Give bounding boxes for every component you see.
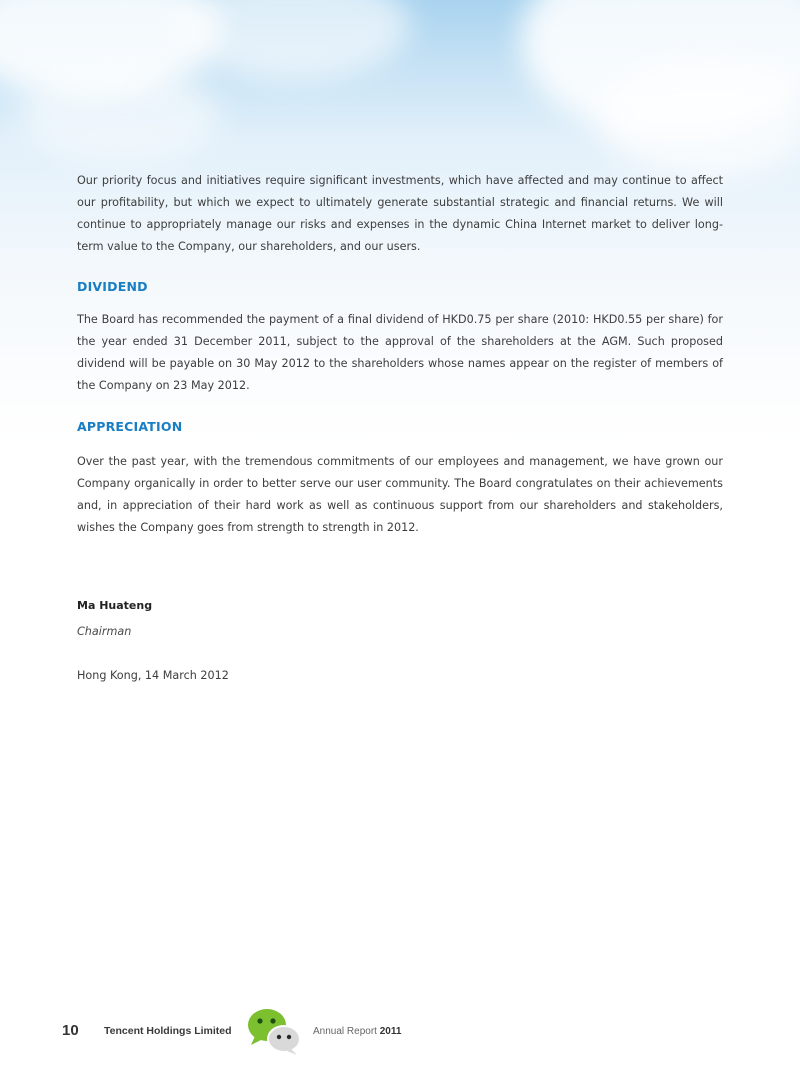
signer-name: Ma Huateng xyxy=(77,599,153,612)
signer-title: Chairman xyxy=(77,625,132,638)
page-number: 10 xyxy=(62,1022,79,1039)
dividend-paragraph: The Board has recommended the payment of a final dividend of HKD0.75 per share (2010: HKD0.55 per share) for the year ended 31 December 2011, subject to the approval of the shareholders at the AGM. Such proposed dividend will be payable on 30 May 2012 to the shareholders whose names appear on the register of members of the Company on 23 May 2012. xyxy=(77,313,723,392)
appreciation-heading: APPRECIATION xyxy=(77,419,183,434)
report-label-group xyxy=(313,1026,401,1037)
dividend-section xyxy=(77,279,723,294)
wechat-bubbles-icon xyxy=(243,1005,305,1057)
page-footer xyxy=(0,1005,800,1065)
signature-block xyxy=(77,599,723,612)
intro-paragraph: Our priority focus and initiatives require significant investments, which have affected and may continue to affect our profitability, but which we expect to ultimately generate substantial strategic and financial returns. We will continue to appropriately manage our risks and expenses in the dynamic China Internet market to deliver long-term value to the Company, our shareholders, and our users. xyxy=(77,174,723,253)
place-date: Hong Kong, 14 March 2012 xyxy=(77,669,229,682)
report-year: 2011 xyxy=(379,1026,402,1037)
appreciation-paragraph: Over the past year, with the tremendous commitments of our employees and management, we have grown our Company organically in order to better serve our user community. The Board congratulates on their achievements and, in appreciation of their hard work as well as continuous support from our shareholders and stakeholders, wishes the Company goes from strength to strength in 2012. xyxy=(77,455,723,534)
company-name: Tencent Holdings Limited xyxy=(104,1025,232,1037)
dividend-heading: DIVIDEND xyxy=(77,279,148,294)
intro-section xyxy=(77,170,723,258)
report-label: Annual Report xyxy=(313,1026,377,1037)
appreciation-section xyxy=(77,419,723,434)
